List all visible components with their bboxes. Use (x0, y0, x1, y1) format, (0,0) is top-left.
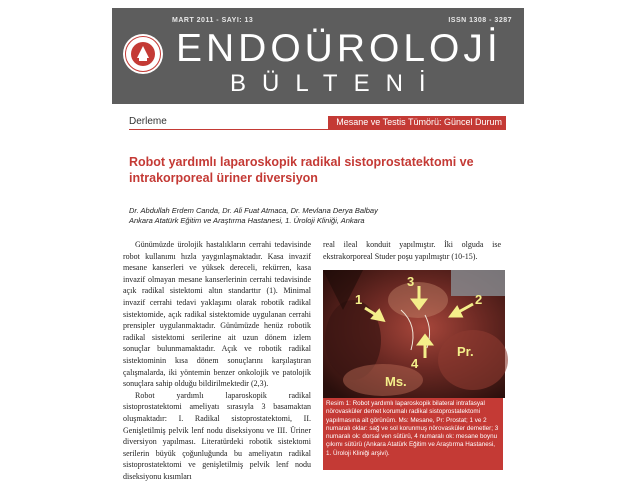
authors-block (129, 206, 459, 226)
journal-title: ENDOÜROLOJİ (176, 27, 502, 70)
article-title: Robot yardımlı laparoskopik radikal sistoprostatektomi ve intrakorporeal üriner diversiyon (129, 155, 474, 185)
figure-label: 3 (407, 274, 415, 289)
text-column-right (323, 239, 501, 269)
figure-label: 4 (411, 356, 419, 371)
section-label: Derleme (129, 116, 167, 127)
figure-label: 1 (355, 292, 363, 307)
issn: ISSN 1308 - 3287 (448, 17, 512, 24)
text-column-left (123, 239, 311, 481)
figure-label: Pr. (457, 344, 474, 359)
society-logo-icon (122, 33, 164, 75)
journal-header (112, 8, 524, 104)
section-bar (129, 116, 506, 130)
section-topic: Mesane ve Testis Tümörü: Güncel Durum (328, 116, 506, 129)
surgical-photo-graphic (323, 270, 505, 398)
figure-label: Ms. (385, 374, 407, 389)
paragraph: real ileal konduit yapılmıştır. İki olguda ise ekstrakorporeal Studer poşu yapılmıştır (10-15). (323, 240, 501, 261)
author-affiliation: Ankara Atatürk Eğitim ve Araştırma Hastanesi, 1. Üroloji Kliniği, Ankara (129, 216, 365, 225)
section-divider (129, 129, 506, 130)
author-names: Dr. Abdullah Erdem Canda, Dr. Ali Fuat Atmaca, Dr. Mevlana Derya Balbay (129, 206, 378, 215)
issue-info: MART 2011 - SAYI: 13 (172, 17, 254, 24)
paragraph: Günümüzde ürolojik hastalıkların cerrahi tedavisinde robot kullanımı hızla yaygınlaşmaktadır. Kasa invazif mesane kanserleri ve yüksek dereceli, rekürren, kasa invazif olmayan mesane kanserlerinin cerrahi tedavisinde açık radikal sistektomi altın standarttır (1). Minimal invazif cerrahi tedavi yaklaşımı olarak robotik radikal sistektomide, açık radikal sistektomide uygulanan cerrahi prensipler uygulanmaktadır. Günümüzde henüz robotik radikal sistektomi serilerine ait uzun dönem izlem sonuçlar bulunmamaktadır. Açık ve robotik radikal sistektominin kısa dönem sonuçlarını karşılaştıran çalışmalarda, iki yöntemin benzer onkolojik ve patolojik sonuçlara sahip olduğu bildirilmektedir (2,3). (123, 240, 311, 389)
surgical-photo (323, 270, 505, 398)
journal-subtitle: BÜLTENİ (230, 70, 442, 97)
figure-caption: Resim 1: Robot yardımlı laparoskopik bilateral intrafasyal nörovasküler demet korumalı radikal sistoprostatektomi yapılmasına ait görünüm. Ms: Mesane, Pr: Prostat; 1 ve 2 numaralı oklar: sağ ve sol korunmuş nörovasküler demetler; 3 numaralı ok: dorsal ven sütürü, 4 numaralı ok: mesane boynu çıkımı sütürü (Ankara Atatürk Eğitim ve Araştırma Hastanesi, 1. Üroloji Kliniği arşivi). (323, 398, 503, 470)
figure-label: 2 (475, 292, 483, 307)
paragraph: Robot yardımlı laparoskopik radikal sistoprostatektomi ameliyatı sırasıyla 3 basamaktan oluşmaktadır: I. Radikal sistoprostatektomi, II. Genişletilmiş pelvik lenf nodu diseksiyonu ve III. Üriner diversiyon yapılması. Literatürdeki robotik sistektomi serilerin büyük çoğunluğunda bu ameliyatın radikal sistoprostatektomi ve genişletilmiş pelvik lenf nodu diseksiyonu kısımları (123, 390, 311, 481)
